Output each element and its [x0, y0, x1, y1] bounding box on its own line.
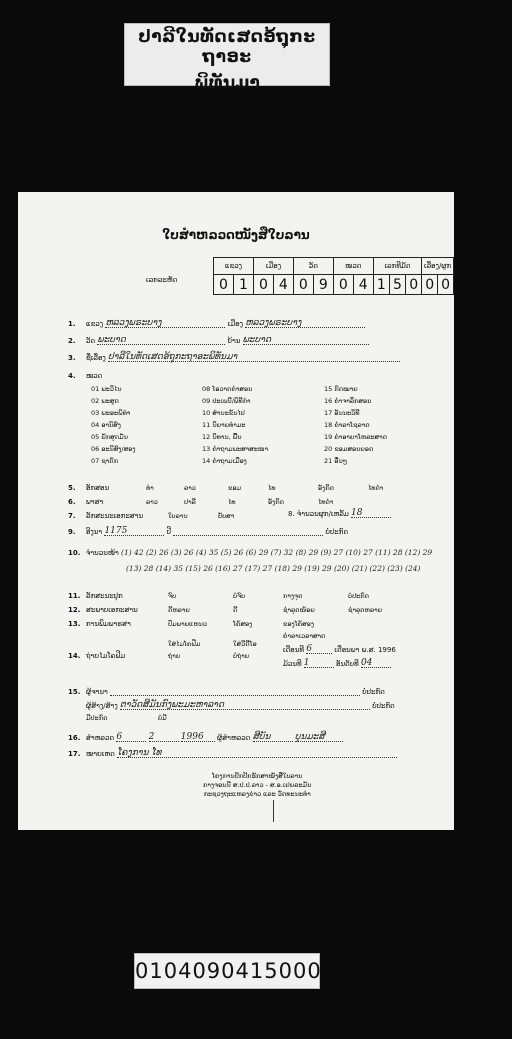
script-opt: ໄທ	[268, 484, 276, 492]
code-digit: 5	[389, 275, 405, 295]
code-digit: 9	[313, 275, 333, 295]
era-value: 1175	[104, 526, 164, 536]
script-opt: ລາວ	[184, 484, 196, 492]
script-opt: ທຳ	[146, 484, 154, 492]
temple-value: ພະບາດ	[97, 335, 225, 345]
cat-21: 21 ອື່ນໆ	[324, 457, 348, 465]
cat-02: 02 ພະສູດ	[91, 397, 119, 405]
field-microfilm: 14. ຖ່າຍໄມໂຄຟີມ	[68, 652, 126, 660]
bundle-count-value: 18	[351, 508, 391, 518]
cat-11: 11 ນິຍາຍທຳມະ	[202, 421, 246, 429]
code-head: ເລກທີມັດ	[373, 258, 422, 275]
code-digit: 0	[253, 275, 273, 295]
field-donor: ຜູ້ສ້າງ/ສ້າງ ຕາວັດສີມັນກົງພະມະຫາລາດ ບໍ່ປະກົດ	[86, 700, 395, 710]
header-line-2: ພິທັນມາ	[194, 73, 260, 93]
cat-18: 18 ຄຳລາໂຊລາດ	[324, 421, 370, 429]
cat-10: 10 ສຳນະຂັນໄປ	[202, 409, 245, 417]
code-digit: 0	[333, 275, 353, 295]
lang-opt: ປາລີ	[184, 498, 196, 506]
pages-line-1: (1) 42 (2) 26 (3) 26 (4) 35 (5) 26 (6) 29 (7) 32 (8) 29 (9) 27 (10) 27 (11) 28 (12) 29	[121, 548, 433, 557]
code-label: ເລກລະຫັດ	[146, 276, 178, 284]
cat-20: 20 ຂອມສອນຍອດ	[324, 445, 374, 453]
code-head: ແຂວງ	[214, 258, 254, 275]
script-opt: ໄທດຳ	[368, 484, 384, 492]
remarks-value: ໂຄງການ ໂທ	[117, 748, 397, 758]
donor-value: ຕາວັດສີມັນກົງພະມະຫາລາດ	[120, 700, 370, 710]
field-bundle-count: 8. ຈຳນວນຜູກ/ເຫລັ້ມ 18	[288, 508, 391, 518]
lang-opt: ອັງກິດ	[268, 498, 284, 506]
cat-04: 04 ອານິສົງ	[91, 421, 121, 429]
field-title: 3. ຊື່ເລື່ອງ ປາລີໃນທັດເສດອ້ຖຸກະຖາອະພິທັນມາ	[68, 352, 400, 362]
donor-opt: ບໍ່ມີ	[158, 714, 167, 722]
microfilm-date: ເດືອນທີ 6 ເດືອນພາ ພ.ສ. 1996	[283, 644, 396, 654]
lang-opt: ໄທ	[228, 498, 236, 506]
script-opt: ອັງກິດ	[318, 484, 334, 492]
script-opt: ຂອມ	[228, 484, 242, 492]
lang-opt: ໄທດຳ	[318, 498, 334, 506]
lang-opt: ລາວ	[146, 498, 158, 506]
catalog-number: 0104090415000	[134, 953, 320, 989]
footer-line: ກະຊວງຖະແຫລງຂ່າວ ແລະ ວັດທະນະທຳ	[203, 790, 311, 798]
microfilm-opt: ໃສ່ໄມໂຄຟີມ	[168, 640, 201, 648]
complete-opt: ກາງຈຸດ	[283, 592, 303, 600]
microfilm-opt: ບໍ່ຖ່າຍ	[233, 652, 250, 660]
cat-01: 01 ພະວິໄນ	[91, 385, 122, 393]
cat-12: 12 ນິທານ, ພື້ນ	[202, 433, 242, 441]
field-completeness: 11. ລັກສະນະປຸກ	[68, 592, 123, 600]
cat-03: 03 ພະອະພິທຳ	[91, 409, 131, 417]
print-opt: ໂຄ້ສອງ	[233, 620, 253, 628]
code-digit: 0	[438, 275, 454, 295]
code-table	[213, 257, 454, 295]
microfilm-opt: ໃສ່ວີດີໂອ	[233, 640, 257, 648]
code-digit: 0	[406, 275, 422, 295]
cat-19: 19 ຄຳອາຍາໂຫລະສາດ	[324, 433, 387, 441]
condition-opt: ຊຳລຸດຫລາຍ	[348, 606, 383, 614]
microfilm-opt: ຖ່າຍ	[168, 652, 181, 660]
field-survey-date: 16. ສຳຫລວດ 6 2 1996 ຜູ້ສຳຫລວດ ສີບັນ ບຸນມະສີ	[68, 732, 343, 742]
field-condition: 12. ສະພາບເອກະສານ	[68, 606, 138, 614]
code-digit: 4	[273, 275, 293, 295]
doc-type-opt: ໃບລານ	[168, 512, 188, 520]
footer-block	[203, 772, 311, 799]
field-category: 4. ໝວດ	[68, 372, 103, 380]
complete-opt: ຈົບ	[168, 592, 177, 600]
code-head: ໝວດ	[333, 258, 373, 275]
condition-opt: ດີ	[233, 606, 238, 614]
footer-line: ໂຄງການປັກປັກຮັກສາໜັງສືໃບລານ	[211, 772, 303, 780]
cat-09: 09 ປະເພນີ/ພິທີກຳ	[202, 397, 251, 405]
field-doc-type: 7. ລັກສະນະເອກະສານ	[68, 512, 144, 520]
field-temple: 2. ວັດ ພະບາດ ບ້ານ ພະບາດ	[68, 335, 369, 345]
code-digit: 4	[353, 275, 373, 295]
field-scribe: 15. ຜູ້ຈານາ ບໍ່ປະກົດ	[68, 688, 385, 696]
condition-opt: ຊຳລຸດໜ້ອຍ	[283, 606, 315, 614]
field-remarks: 17. ໝາຍເຫດ ໂຄງການ ໂທ	[68, 748, 397, 758]
microfilm-roll: ມ້ວນທີ 1 ອັນດັບທີ 04	[283, 658, 391, 668]
field-pages: 10. ຈຳນວນໜ້າ (1) 42 (2) 26 (3) 26 (4) 35 (5) 26 (6) 29 (7) 32 (8) 29 (9) 27 (10) 27 (11) 28 (12) 29	[68, 548, 433, 557]
survey-form	[18, 192, 454, 830]
print-opt: ຂອງໂຄ້ສອງ	[283, 620, 314, 628]
province-value: ຫລວງພຣະບາງ	[105, 318, 225, 328]
cat-15: 15 ກົດໝາຍ	[324, 385, 358, 393]
form-title: ໃບສຳຫລວດໜັງສືໃບລານ	[162, 228, 310, 242]
field-print: 13. ການພິມພາຣສາ	[68, 620, 131, 628]
code-digit: 0	[293, 275, 313, 295]
village-value: ພະບາດ	[243, 335, 369, 345]
complete-opt: ບໍ່ຈົບ	[233, 592, 246, 600]
code-head: ວັດ	[293, 258, 333, 275]
code-head: ເລື່ອງ/ຜູກ	[422, 258, 454, 275]
doc-type-opt: ບັບສາ	[218, 512, 235, 520]
header-label	[124, 23, 330, 93]
district-value: ຫລວງພຣະບາງ	[245, 318, 365, 328]
code-digit: 1	[373, 275, 389, 295]
cat-08: 08 ໂອວາດຄຳສອນ	[202, 385, 253, 393]
field-province: 1. ແຂວງ ຫລວງພຣະບາງ ເມືອງ ຫລວງພຣະບາງ	[68, 318, 365, 328]
pages-line-2-wrap	[126, 564, 420, 573]
cat-13: 13 ຄຳຖາມພະສາສະໜາ	[202, 445, 269, 453]
cat-07: 07 ຊາດົກ	[91, 457, 118, 465]
code-digit: 0	[422, 275, 438, 295]
header-line-1: ປາລີໃນທັດເສດອ້ຖຸກະຖາອະ	[138, 27, 316, 67]
title-value: ປາລີໃນທັດເສດອ້ຖຸກະຖາອະພິທັນມາ	[108, 352, 400, 362]
field-script: 5. ອັກສອນ	[68, 484, 110, 492]
print-opt: ປົ່ມພາຍແຫນວ	[168, 620, 208, 628]
footer-line: ກາງຈອນນີ ສ.ປ.ປ.ລາວ - ສ.ອ.ເຢຍລະມັນ	[203, 781, 312, 789]
signature-mark	[273, 800, 274, 822]
field-era: 9. ອີງນາ 1175 ປີ ບໍ່ປະກົດ	[68, 526, 349, 536]
code-digit: 0	[214, 275, 234, 295]
complete-opt: ບໍ່ປະກົດ	[348, 592, 369, 600]
cat-16: 16 ຄຳຈາລຶກສອນ	[324, 397, 372, 405]
field-language: 6. ພາສາ	[68, 498, 104, 506]
print-opt: ຄຳລາເວລາສາດ	[283, 632, 326, 640]
cat-05: 05 ຍັກສຸດມັ່ນ	[91, 433, 128, 441]
donor-opt: ມີປະກົດ	[86, 714, 108, 722]
condition-opt: ດີຫລາຍ	[168, 606, 190, 614]
code-digit: 1	[233, 275, 253, 295]
cat-17: 17 ອັນນະວິທີ	[324, 409, 360, 417]
pages-line-2: (13) 28 (14) 35 (15) 26 (16) 27 (17) 27 (18) 29 (19) 29 (20) (21) (22) (23) (24)	[126, 564, 421, 573]
cat-06: 06 ອະນິສົງ/ສອງ	[91, 445, 136, 453]
cat-14: 14 ຄຳຖາມເມືອງ	[202, 457, 247, 465]
code-head: ເມືອງ	[253, 258, 293, 275]
